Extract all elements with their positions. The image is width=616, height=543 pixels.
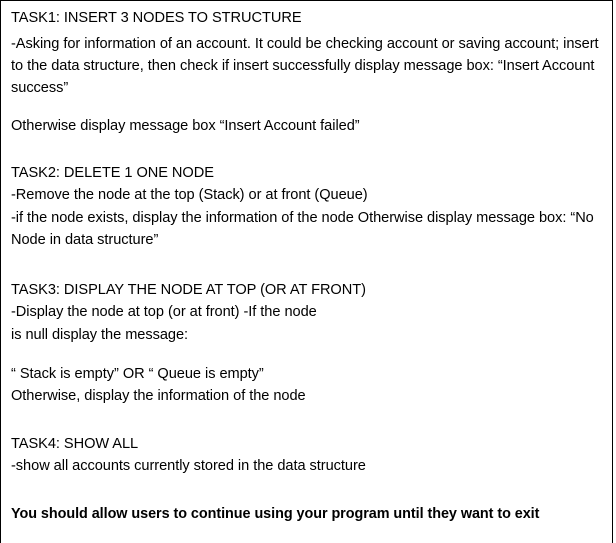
task4-heading: TASK4: SHOW ALL [11,436,139,452]
task3-line-1: -Display the node at top (or at front) -If the node [11,304,317,320]
task4-line-1: -show all accounts currently stored in the data structure [11,458,366,474]
task3-line-3: “ Stack is empty” OR “ Queue is empty” [11,366,264,382]
task2-line-1: -Remove the node at the top (Stack) or at front (Queue) [11,187,368,203]
task2-heading: TASK2: DELETE 1 ONE NODE [11,165,214,181]
task2-line-2: -if the node exists, display the information of the node Otherwise display message box: “No [11,210,594,226]
task1-line-2: to the data structure, then check if insert successfully display message box: “Insert Account [11,58,595,74]
task2-line-3: Node in data structure” [11,232,159,248]
footer-note: You should allow users to continue using your program until they want to exit [11,506,540,522]
task1-heading: TASK1: INSERT 3 NODES TO STRUCTURE [11,10,302,26]
task3-line-2: is null display the message: [11,327,189,343]
task1-line-1: -Asking for information of an account. It could be checking account or saving account; insert [11,36,599,52]
task1-line-4: Otherwise display message box “Insert Account failed” [11,118,360,134]
task3-heading: TASK3: DISPLAY THE NODE AT TOP (OR AT FRONT) [11,282,366,298]
task1-line-3: success” [11,80,69,96]
task3-line-4: Otherwise, display the information of the node [11,388,306,404]
